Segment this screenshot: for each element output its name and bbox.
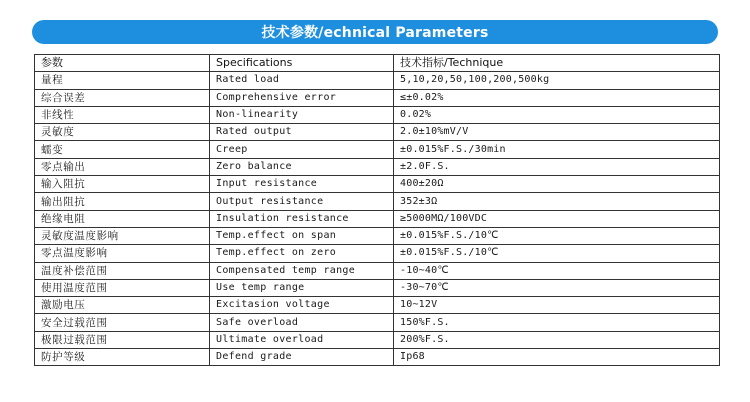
table-row [35, 158, 720, 175]
param-name-en: Insulation resistance [210, 210, 394, 227]
param-name-en: Temp.effect on zero [210, 245, 394, 262]
table-row [35, 262, 720, 279]
param-value: 150%F.S. [394, 314, 720, 331]
param-name-en: Safe overload [210, 314, 394, 331]
param-value: ±0.015%F.S./10℃ [394, 245, 720, 262]
table-row [35, 314, 720, 331]
param-value: -30~70℃ [394, 279, 720, 296]
param-value: 2.0±10%mV/V [394, 124, 720, 141]
param-value: 352±3Ω [394, 193, 720, 210]
table-row [35, 124, 720, 141]
param-name-en: Excitasion voltage [210, 297, 394, 314]
title-banner [32, 20, 718, 44]
param-value: 400±20Ω [394, 176, 720, 193]
page-title: 技术参数/echnical Parameters [261, 25, 489, 41]
param-name-en: Temp.effect on span [210, 227, 394, 244]
param-value: 0.02% [394, 106, 720, 123]
param-name-en: Compensated temp range [210, 262, 394, 279]
param-value: 10~12V [394, 297, 720, 314]
header-technique: 技术指标/Technique [394, 55, 720, 72]
table-row [35, 349, 720, 366]
param-value: ≤±0.02% [394, 89, 720, 106]
param-value: ≥5000MΩ/100VDC [394, 210, 720, 227]
table-row [35, 331, 720, 348]
param-name-en: Output resistance [210, 193, 394, 210]
header-specifications: Specifications [210, 55, 394, 72]
param-name-cn: 零点输出 [35, 158, 210, 175]
param-value: -10~40℃ [394, 262, 720, 279]
param-name-cn: 输入阻抗 [35, 176, 210, 193]
table-row [35, 89, 720, 106]
param-value: ±0.015%F.S./10℃ [394, 227, 720, 244]
param-name-en: Creep [210, 141, 394, 158]
param-value: 200%F.S. [394, 331, 720, 348]
table-row [35, 245, 720, 262]
param-name-cn: 蠕变 [35, 141, 210, 158]
param-name-cn: 灵敏度 [35, 124, 210, 141]
param-name-en: Use temp range [210, 279, 394, 296]
param-name-cn: 综合误差 [35, 89, 210, 106]
param-name-en: Non-linearity [210, 106, 394, 123]
header-parameter: 参数 [35, 55, 210, 72]
table-row [35, 227, 720, 244]
param-name-en: Rated load [210, 72, 394, 89]
table-row [35, 141, 720, 158]
param-name-en: Defend grade [210, 349, 394, 366]
table-header-row [35, 55, 720, 72]
param-name-cn: 量程 [35, 72, 210, 89]
param-name-cn: 非线性 [35, 106, 210, 123]
table-row [35, 72, 720, 89]
table-row [35, 210, 720, 227]
param-name-cn: 极限过载范围 [35, 331, 210, 348]
param-name-cn: 零点温度影响 [35, 245, 210, 262]
param-value: 5,10,20,50,100,200,500kg [394, 72, 720, 89]
param-name-en: Comprehensive error [210, 89, 394, 106]
param-name-cn: 安全过载范围 [35, 314, 210, 331]
param-value: ±0.015%F.S./30min [394, 141, 720, 158]
param-name-cn: 绝缘电阻 [35, 210, 210, 227]
param-value: ±2.0F.S. [394, 158, 720, 175]
param-name-cn: 输出阻抗 [35, 193, 210, 210]
table-row [35, 176, 720, 193]
param-name-en: Input resistance [210, 176, 394, 193]
param-value: Ip68 [394, 349, 720, 366]
table-row [35, 297, 720, 314]
param-name-cn: 使用温度范围 [35, 279, 210, 296]
param-name-cn: 温度补偿范围 [35, 262, 210, 279]
param-name-en: Ultimate overload [210, 331, 394, 348]
param-name-en: Zero balance [210, 158, 394, 175]
param-name-en: Rated output [210, 124, 394, 141]
table-row [35, 193, 720, 210]
param-name-cn: 灵敏度温度影响 [35, 227, 210, 244]
parameters-table [34, 54, 720, 366]
table-row [35, 106, 720, 123]
param-name-cn: 防护等级 [35, 349, 210, 366]
table-row [35, 279, 720, 296]
param-name-cn: 激励电压 [35, 297, 210, 314]
